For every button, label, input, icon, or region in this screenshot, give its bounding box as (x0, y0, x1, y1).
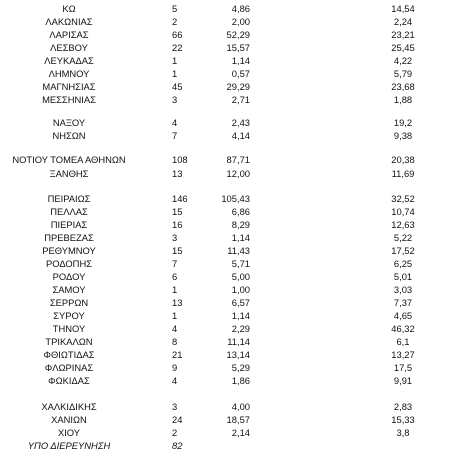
region-name: ΜΑΓΝΗΣΙΑΣ (42, 81, 96, 92)
case-count: 4 (172, 117, 178, 128)
table-row (0, 117, 450, 129)
region-name: ΦΛΩΡΙΝΑΣ (44, 362, 94, 373)
table-row (0, 271, 450, 283)
rate-value: 12,00 (226, 168, 250, 179)
rate-value: 105,43 (221, 193, 250, 204)
rate-value: 11,14 (227, 336, 250, 347)
percent-value: 23,21 (391, 29, 415, 40)
rate-value: 18,57 (226, 414, 250, 425)
region-name: ΧΑΝΙΩΝ (51, 414, 87, 425)
case-count: 2 (172, 16, 178, 27)
case-count: 9 (172, 362, 178, 373)
case-count: 1 (172, 55, 178, 66)
region-name: ΠΡΕΒΕΖΑΣ (44, 232, 94, 243)
rate-value: 1,14 (231, 55, 250, 66)
table-row (0, 168, 450, 180)
rate-value: 1,14 (231, 232, 250, 243)
region-name: ΥΠΟ ΔΙΕΡΕΥΝΗΣΗ (27, 440, 111, 451)
percent-value: 5,79 (393, 68, 413, 79)
rate-value: 1,14 (231, 310, 250, 321)
case-count: 15 (172, 206, 183, 217)
rate-value: 5,71 (231, 258, 250, 269)
percent-value: 3,8 (396, 427, 410, 438)
percent-value: 3,03 (393, 284, 413, 295)
region-name: ΠΙΕΡΙΑΣ (50, 219, 88, 230)
percent-value: 20,38 (391, 154, 415, 165)
rate-value: 6,57 (231, 297, 250, 308)
rate-value: 13,14 (226, 349, 250, 360)
case-count: 7 (172, 130, 178, 141)
table-row (0, 55, 450, 67)
table-row (0, 284, 450, 296)
rate-value: 2,14 (231, 427, 250, 438)
case-count: 4 (172, 375, 178, 386)
region-name: ΝΗΣΩΝ (52, 130, 86, 141)
rate-value: 5,29 (231, 362, 250, 373)
rate-value: 1,86 (231, 375, 250, 386)
percent-value: 25,45 (391, 42, 415, 53)
case-count: 146 (172, 193, 188, 204)
table-row (0, 349, 450, 361)
case-count: 3 (172, 232, 178, 243)
percent-value: 5,01 (393, 271, 413, 282)
rate-value: 2,43 (231, 117, 250, 128)
rate-value: 1,00 (231, 284, 250, 295)
region-name: ΚΩ (62, 3, 76, 14)
region-name: ΣΥΡΟΥ (53, 310, 85, 321)
region-name: ΛΕΣΒΟΥ (50, 42, 88, 53)
case-count: 13 (172, 297, 183, 308)
region-name: ΝΟΤΙΟΥ ΤΟΜΕΑ ΑΘΗΝΩΝ (12, 154, 126, 165)
case-count: 6 (172, 271, 178, 282)
case-count: 8 (172, 336, 178, 347)
percent-value: 13,27 (391, 349, 415, 360)
table-row (0, 414, 450, 426)
case-count: 5 (172, 3, 178, 14)
percent-value: 6,25 (393, 258, 413, 269)
case-count: 24 (172, 414, 183, 425)
case-count: 1 (172, 68, 178, 79)
case-count: 7 (172, 258, 178, 269)
table-row (0, 81, 450, 93)
region-name: ΠΕΙΡΑΙΩΣ (47, 193, 91, 204)
rate-value: 15,57 (226, 42, 250, 53)
percent-value: 4,65 (393, 310, 413, 321)
rate-value: 4,86 (231, 3, 250, 14)
rate-value: 87,71 (226, 154, 250, 165)
percent-value: 17,5 (393, 362, 413, 373)
case-count: 1 (172, 310, 178, 321)
case-count: 66 (172, 29, 183, 40)
region-name: ΣΑΜΟΥ (52, 284, 86, 295)
percent-value: 9,91 (393, 375, 413, 386)
rate-value: 5,00 (231, 271, 250, 282)
table-row (0, 401, 450, 413)
table-row (0, 375, 450, 387)
case-count: 2 (172, 427, 178, 438)
table-row (0, 3, 450, 15)
percent-value: 11,69 (391, 168, 415, 179)
region-name: ΦΘΙΩΤΙΔΑΣ (43, 349, 95, 360)
case-count: 3 (172, 94, 178, 105)
case-count: 1 (172, 284, 178, 295)
rate-value: 52,29 (226, 29, 250, 40)
percent-value: 4,22 (393, 55, 413, 66)
rate-value: 29,29 (226, 81, 250, 92)
percent-value: 2,24 (393, 16, 413, 27)
case-count: 16 (172, 219, 183, 230)
region-name: ΧΙΟΥ (57, 427, 81, 438)
case-count: 82 (172, 440, 183, 451)
table-row (0, 336, 450, 348)
percent-value: 19,2 (393, 117, 413, 128)
case-count: 13 (172, 168, 183, 179)
table-row (0, 323, 450, 335)
region-name: ΝΑΞΟΥ (52, 117, 86, 128)
percent-value: 14,54 (391, 3, 415, 14)
percent-value: 9,38 (393, 130, 413, 141)
table-row (0, 94, 450, 106)
table-row (0, 232, 450, 244)
table-row (0, 440, 450, 452)
rate-value: 11,43 (227, 245, 250, 256)
case-count: 22 (172, 42, 183, 53)
rate-value: 6,86 (231, 206, 250, 217)
percent-value: 15,33 (391, 414, 415, 425)
table-row (0, 154, 450, 166)
percent-value: 1,88 (393, 94, 413, 105)
region-name: ΡΟΔΟΥ (52, 271, 86, 282)
region-name: ΤΗΝΟΥ (52, 323, 86, 334)
percent-value: 17,52 (391, 245, 415, 256)
table-row (0, 245, 450, 257)
table-row (0, 258, 450, 270)
table-row (0, 130, 450, 142)
percent-value: 5,22 (393, 232, 413, 243)
region-name: ΧΑΛΚΙΔΙΚΗΣ (41, 401, 97, 412)
percent-value: 2,83 (393, 401, 413, 412)
table-row (0, 206, 450, 218)
rate-value: 2,71 (231, 94, 250, 105)
case-count: 15 (172, 245, 183, 256)
region-name: ΛΗΜΝΟΥ (48, 68, 90, 79)
region-name: ΦΩΚΙΔΑΣ (48, 375, 90, 386)
table-row (0, 42, 450, 54)
case-count: 4 (172, 323, 178, 334)
rate-value: 4,00 (231, 401, 250, 412)
rate-value: 0,57 (231, 68, 250, 79)
region-name: ΜΕΣΣΗΝΙΑΣ (42, 94, 96, 105)
percent-value: 7,37 (393, 297, 413, 308)
percent-value: 46,32 (391, 323, 415, 334)
percent-value: 12,63 (391, 219, 415, 230)
percent-value: 6,1 (396, 336, 410, 347)
region-name: ΣΕΡΡΩΝ (49, 297, 89, 308)
case-count: 108 (172, 154, 188, 165)
region-name: ΤΡΙΚΑΛΩΝ (45, 336, 93, 347)
table-row (0, 310, 450, 322)
percent-value: 10,74 (391, 206, 415, 217)
table-row (0, 219, 450, 231)
region-name: ΛΑΡΙΣΑΣ (49, 29, 89, 40)
table-row (0, 427, 450, 439)
region-name: ΛΑΚΩΝΙΑΣ (45, 16, 93, 27)
table-row (0, 16, 450, 28)
rate-value: 4,14 (231, 130, 250, 141)
rate-value: 2,00 (231, 16, 250, 27)
region-name: ΛΕΥΚΑΔΑΣ (44, 55, 94, 66)
case-count: 21 (172, 349, 183, 360)
percent-value: 23,68 (391, 81, 415, 92)
rate-value: 8,29 (231, 219, 250, 230)
region-name: ΡΕΘΥΜΝΟΥ (42, 245, 96, 256)
case-count: 3 (172, 401, 178, 412)
table-row (0, 193, 450, 205)
table-row (0, 297, 450, 309)
region-name: ΞΑΝΘΗΣ (49, 168, 89, 179)
rate-value: 2,29 (231, 323, 250, 334)
table-row (0, 29, 450, 41)
table-row (0, 68, 450, 80)
region-name: ΠΕΛΛΑΣ (50, 206, 88, 217)
case-count: 45 (172, 81, 183, 92)
region-name: ΡΟΔΟΠΗΣ (45, 258, 93, 269)
percent-value: 32,52 (391, 193, 415, 204)
table-row (0, 362, 450, 374)
